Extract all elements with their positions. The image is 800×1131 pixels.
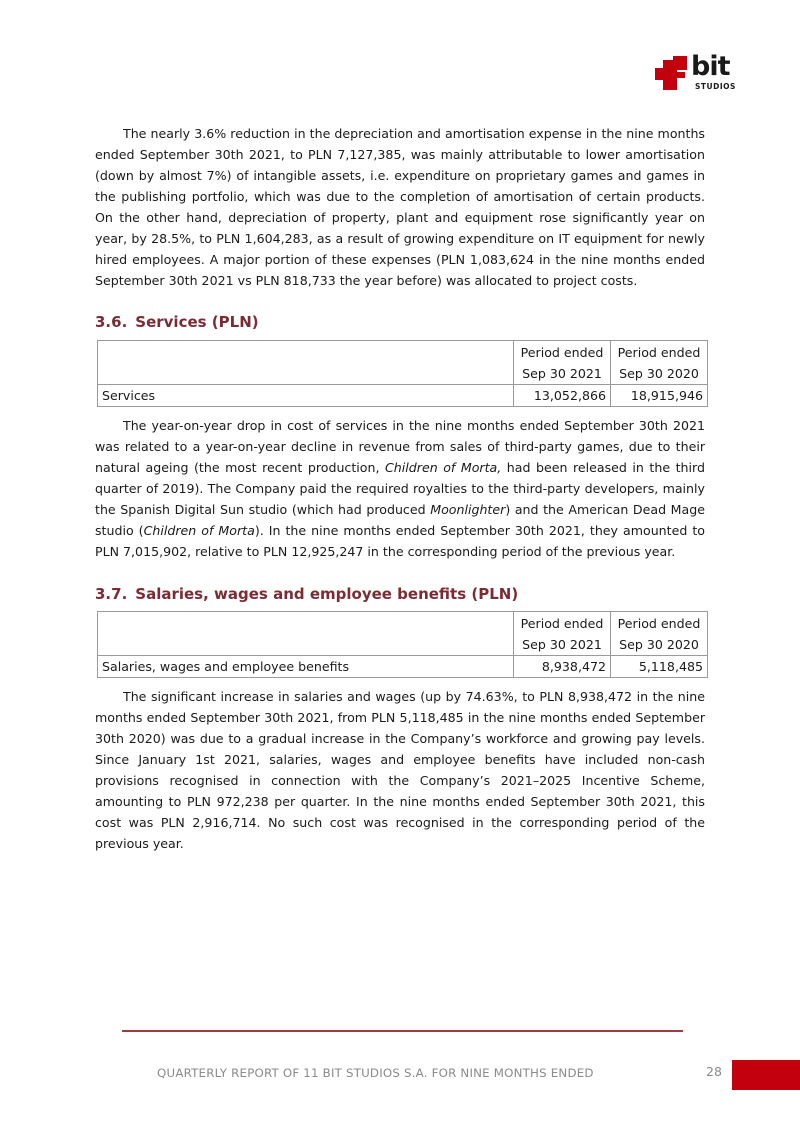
salaries-heading [95, 585, 705, 603]
value-2020: 5,118,485 [611, 656, 708, 678]
header-period-2021 [514, 341, 611, 385]
table-header-row [98, 341, 708, 385]
text-span: ). In the nine months ended September 30th 2021, they amounted to PLN 7,015,902, relative to PLN 12,925,247 in the corresponding period of the previous year. [95, 523, 705, 559]
services-paragraph [95, 415, 705, 562]
services-section-number: 3.6. [95, 313, 128, 331]
header-line: Sep 30 2020 [619, 637, 699, 652]
page-content [95, 123, 705, 854]
text-span: had been released in the third quarter of 2019). The Company paid the required royalties to the third-party developers, mainly the Spanish Digital Sun studio (which had produced [95, 460, 705, 517]
header-blank-cell [98, 612, 514, 656]
game-title: Children of Morta [143, 523, 255, 538]
footer-accent-block [732, 1060, 800, 1090]
salaries-section-title: Salaries, wages and employee benefits (PLN) [135, 585, 519, 603]
header-line: Period ended [520, 345, 604, 360]
header-line: Period ended [617, 616, 701, 631]
salaries-paragraph: The significant increase in salaries and wages (up by 74.63%, to PLN 8,938,472 in the nine months ended September 30th 2021, from PLN 5,118,485 in the nine months ended September 30th 2020) was due to a gradual increase in the Company’s workforce and growing pay levels. Since January 1st 2021, salaries, wages and employee benefits have included non-cash provisions recognised in connection with the Company’s 2021–2025 Incentive Scheme, amounting to PLN 972,238 per quarter. In the nine months ended September 30th 2021, this cost was PLN 2,916,714. No such cost was recognised in the corresponding period of the previous year. [95, 689, 705, 851]
row-label: Salaries, wages and employee benefits [98, 656, 514, 678]
salaries-section-number: 3.7. [95, 585, 128, 603]
services-table [97, 340, 708, 407]
table-row [98, 385, 708, 407]
header-blank-cell [98, 341, 514, 385]
page-number: 28 [706, 1064, 722, 1079]
header-line: Sep 30 2020 [619, 366, 699, 381]
text-span: ) and the American Dead Mage studio ( [95, 502, 705, 538]
header-line: Period ended [617, 345, 701, 360]
company-logo [655, 52, 737, 98]
header-period-2020 [611, 341, 708, 385]
services-section-title: Services (PLN) [135, 313, 259, 331]
footer-title: QUARTERLY REPORT OF 11 BIT STUDIOS S.A. FOR NINE MONTHS ENDED [157, 1066, 594, 1080]
salaries-table [97, 611, 708, 678]
game-title: Moonlighter [430, 502, 506, 517]
table-header-row [98, 612, 708, 656]
header-line: Sep 30 2021 [522, 637, 602, 652]
header-period-2020 [611, 612, 708, 656]
text-span: The year-on-year drop in cost of services in the nine months ended September 30th 2021 was related to a year-on-year decline in revenue from sales of third-party games, due to their natural ageing (the most recent production, [95, 418, 705, 475]
game-title: Children of Morta, [385, 460, 502, 475]
intro-paragraph: The nearly 3.6% reduction in the depreciation and amortisation expense in the nine months ended September 30th 2021, to PLN 7,127,385, was mainly attributable to lower amortisation (down by almost 7%) of intangible assets, i.e. expenditure on proprietary games and games in the publishing portfolio, which was due to the completion of amortisation of certain products. On the other hand, depreciation of property, plant and equipment rose significantly year on year, by 28.5%, to PLN 1,604,283, as a result of growing expenditure on IT equipment for newly hired employees. A major portion of these expenses (PLN 1,083,624 in the nine months ended September 30th 2021 vs PLN 818,733 the year before) was allocated to project costs. [95, 126, 705, 288]
logo-word: bit [691, 51, 730, 82]
table-row [98, 656, 708, 678]
footer-divider [122, 1030, 683, 1032]
services-heading [95, 313, 705, 331]
row-label: Services [98, 385, 514, 407]
header-period-2021 [514, 612, 611, 656]
logo-mark-icon [655, 56, 691, 94]
logo-subtext: STUDIOS [695, 82, 736, 91]
value-2021: 13,052,866 [514, 385, 611, 407]
value-2020: 18,915,946 [611, 385, 708, 407]
value-2021: 8,938,472 [514, 656, 611, 678]
header-line: Period ended [520, 616, 604, 631]
header-line: Sep 30 2021 [522, 366, 602, 381]
